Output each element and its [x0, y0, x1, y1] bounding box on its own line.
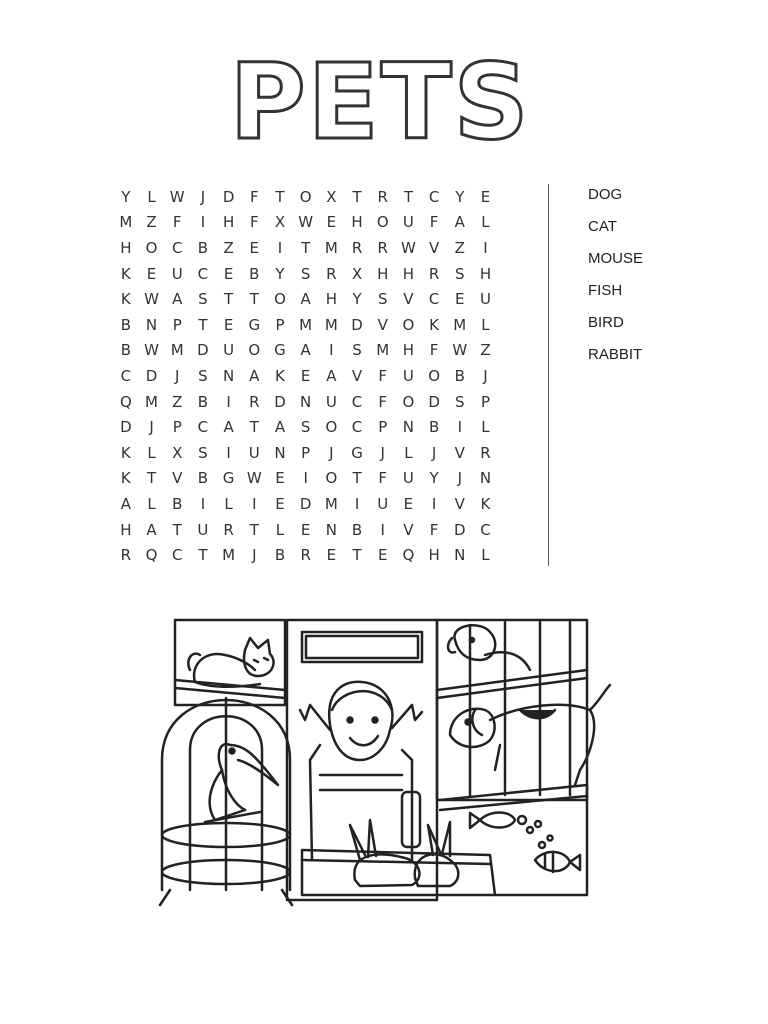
grid-letter: C [351, 418, 363, 437]
grid-letter: F [378, 392, 388, 411]
grid-letter: V [172, 469, 183, 488]
grid-letter: C [120, 366, 132, 385]
grid-letter: B [351, 520, 363, 539]
grid-letter: T [249, 290, 259, 309]
grid-letter: D [120, 418, 132, 437]
grid-letter: S [377, 290, 388, 309]
grid-letter: F [172, 213, 182, 232]
grid-letter: O [402, 392, 415, 411]
grid-letter: D [222, 187, 235, 206]
grid-letter: W [246, 469, 262, 488]
grid-letter: Z [454, 238, 465, 257]
grid-letter: F [378, 469, 388, 488]
grid-letter: F [429, 341, 439, 360]
grid-letter: T [403, 187, 413, 206]
grid-letter: V [351, 366, 363, 385]
grid-letter: Q [145, 546, 158, 565]
grid-letter: K [120, 443, 131, 462]
grid-letter: T [224, 290, 234, 309]
title-outline-art [0, 38, 768, 158]
grid-letter: A [120, 494, 131, 513]
grid-letter: R [120, 546, 132, 565]
grid-letter: C [197, 418, 209, 437]
title-text: PETS [229, 41, 531, 158]
grid-letter: R [300, 546, 311, 565]
grid-letter: H [222, 213, 235, 232]
grid-letter: T [352, 546, 362, 565]
toucan-drawing [205, 744, 278, 822]
grid-letter: P [480, 392, 490, 411]
grid-letter: K [120, 290, 131, 309]
grid-letter: J [252, 546, 257, 565]
grid-letter: S [455, 264, 465, 283]
grid-letter: I [277, 238, 283, 257]
grid-letter: Z [172, 392, 183, 411]
grid-letter: V [403, 520, 414, 539]
grid-letter: L [481, 315, 490, 334]
grid-letter: M [145, 392, 158, 411]
grid-letter: D [299, 494, 312, 513]
grid-letter: E [377, 546, 388, 565]
grid-letter: R [377, 187, 388, 206]
grid-letter: Z [223, 238, 234, 257]
grid-letter: E [223, 315, 234, 334]
grid-letter: R [249, 392, 260, 411]
grid-letter: L [404, 443, 413, 462]
grid-letter: L [481, 418, 490, 437]
grid-letter: B [197, 392, 209, 411]
grid-letter: M [119, 213, 133, 232]
grid-letter: M [324, 494, 338, 513]
grid-letter: E [480, 187, 491, 206]
grid-letter: T [352, 187, 362, 206]
grid-letter: S [198, 366, 208, 385]
grid-letter: H [428, 546, 440, 565]
grid-letter: E [275, 469, 285, 488]
grid-letter: V [377, 315, 388, 334]
grid-letter: L [275, 520, 285, 539]
grid-letter: I [457, 418, 462, 437]
grid-letter: H [402, 341, 415, 360]
grid-letter: M [170, 341, 184, 360]
grid-letter: N [454, 546, 466, 565]
word-list-item: FISH [588, 282, 623, 299]
boy-drawing [300, 682, 422, 860]
aquarium-drawing [440, 785, 587, 895]
grid-letter: E [275, 494, 285, 513]
grid-letter: B [249, 264, 260, 283]
grid-letter: T [352, 469, 362, 488]
grid-letter: L [481, 213, 490, 232]
word-list-item: RABBIT [588, 346, 643, 363]
grid-letter: J [200, 187, 206, 206]
grid-letter: E [223, 264, 234, 283]
grid-letter: W [400, 238, 416, 257]
grid-letter: U [479, 290, 491, 309]
grid-letter: K [429, 315, 440, 334]
grid-letter: O [274, 290, 286, 309]
word-search-grid [113, 184, 498, 568]
grid-letter: T [198, 315, 208, 334]
grid-letter: W [452, 341, 468, 360]
grid-letter: L [147, 494, 156, 513]
grid-letter: R [428, 264, 440, 283]
grid-letter: G [248, 315, 261, 334]
grid-letter: Z [480, 341, 491, 360]
grid-letter: D [145, 366, 158, 385]
grid-letter: R [377, 238, 388, 257]
grid-divider [548, 184, 549, 566]
grid-letter: I [252, 494, 257, 513]
grid-letter: N [222, 366, 235, 385]
grid-letter: P [378, 418, 388, 437]
grid-letter: U [197, 520, 209, 539]
grid-letter: X [274, 213, 286, 232]
grid-letter: T [249, 520, 259, 539]
grid-letter: C [480, 520, 491, 539]
grid-letter: A [300, 290, 311, 309]
grid-letter: D [197, 341, 209, 360]
grid-letter: M [222, 546, 236, 565]
grid-letter: P [172, 315, 182, 334]
grid-letter: S [300, 418, 311, 437]
grid-letter: I [483, 238, 488, 257]
grid-letter: O [428, 366, 440, 385]
grid-letter: H [479, 264, 492, 283]
grid-letter: E [455, 290, 465, 309]
grid-letter: E [300, 366, 311, 385]
grid-letter: O [299, 187, 312, 206]
grid-letter: C [351, 392, 363, 411]
cat-drawing [188, 638, 273, 687]
grid-letter: U [402, 469, 414, 488]
grid-letter: T [249, 418, 259, 437]
grid-letter: W [169, 187, 185, 206]
grid-letter: B [120, 341, 131, 360]
grid-letter: E [300, 520, 311, 539]
grid-letter: R [480, 443, 491, 462]
word-list [588, 180, 643, 372]
grid-letter: N [479, 469, 492, 488]
grid-letter: K [120, 264, 131, 283]
grid-letter: T [275, 187, 285, 206]
grid-letter: V [454, 494, 465, 513]
grid-letter: A [300, 341, 311, 360]
grid-letter: F [249, 213, 259, 232]
grid-letter: R [351, 238, 363, 257]
grid-letter: S [198, 443, 208, 462]
grid-letter: E [326, 546, 337, 565]
grid-letter: U [402, 366, 414, 385]
grid-letter: Q [402, 546, 415, 565]
grid-letter: S [198, 290, 208, 309]
grid-letter: E [403, 494, 414, 513]
grid-letter: V [428, 238, 440, 257]
grid-letter: H [402, 264, 415, 283]
grid-letter: I [431, 494, 437, 513]
grid-letter: Y [121, 187, 131, 206]
grid-letter: D [274, 392, 286, 411]
grid-letter: B [428, 418, 440, 437]
grid-letter: F [429, 213, 439, 232]
grid-letter: I [303, 469, 308, 488]
grid-letter: A [146, 520, 157, 539]
grid-letter: J [329, 443, 334, 462]
grid-letter: M [376, 341, 390, 360]
grid-letter: B [197, 469, 209, 488]
grid-letter: K [480, 494, 491, 513]
grid-letter: T [198, 546, 208, 565]
grid-letter: V [454, 443, 465, 462]
grid-letter: J [457, 469, 462, 488]
grid-letter: Y [429, 469, 439, 488]
grid-letter: U [402, 213, 414, 232]
grid-letter: O [145, 238, 158, 257]
grid-letter: B [197, 238, 209, 257]
grid-letter: Y [455, 187, 465, 206]
grid-letter: B [274, 546, 286, 565]
grid-letter: W [144, 341, 159, 360]
grid-letter: O [325, 418, 338, 437]
grid-letter: C [428, 187, 440, 206]
grid-letter: B [454, 366, 465, 385]
grid-letter: J [483, 366, 488, 385]
grid-letter: W [298, 213, 314, 232]
grid-letter: U [377, 494, 389, 513]
grid-letter: D [428, 392, 440, 411]
grid-letter: H [377, 264, 389, 283]
grid-letter: T [301, 238, 311, 257]
grid-letter: C [171, 546, 183, 565]
word-list-item: BIRD [588, 314, 624, 331]
grid-letter: H [120, 238, 132, 257]
pet-shop-illustration [150, 610, 620, 910]
grid-letter: G [222, 469, 235, 488]
word-list-item: DOG [588, 186, 623, 203]
grid-letter: J [175, 366, 180, 385]
grid-letter: F [378, 366, 388, 385]
grid-letter: U [223, 341, 235, 360]
grid-letter: S [455, 392, 465, 411]
grid-letter: J [431, 443, 437, 462]
cat-shelf [175, 620, 285, 705]
grid-letter: V [403, 290, 414, 309]
grid-letter: E [146, 264, 157, 283]
grid-letter: I [354, 494, 360, 513]
grid-letter: W [144, 290, 159, 309]
grid-letter: Z [146, 213, 157, 232]
grid-letter: M [324, 315, 338, 334]
grid-letter: N [325, 520, 337, 539]
grid-letter: E [326, 213, 337, 232]
grid-letter: A [172, 290, 183, 309]
grid-letter: P [172, 418, 182, 437]
grid-letter: N [402, 418, 415, 437]
grid-letter: R [223, 520, 234, 539]
grid-letter: N [145, 315, 158, 334]
grid-letter: S [352, 341, 362, 360]
grid-letter: O [325, 469, 338, 488]
grid-letter: X [351, 264, 363, 283]
bird-cage-drawing [160, 698, 292, 905]
grid-letter: Q [119, 392, 132, 411]
grid-letter: Y [352, 290, 362, 309]
grid-letter: D [351, 315, 363, 334]
grid-letter: C [171, 238, 183, 257]
word-list-item: CAT [588, 218, 617, 235]
grid-letter: N [300, 392, 312, 411]
grid-letter: I [329, 341, 334, 360]
grid-letter: F [249, 187, 259, 206]
grid-letter: X [326, 187, 337, 206]
grid-letter: D [454, 520, 466, 539]
grid-letter: U [248, 443, 260, 462]
dog-cage [437, 620, 587, 800]
grid-letter: J [149, 418, 154, 437]
grid-letter: R [326, 264, 337, 283]
grid-letter: L [224, 494, 233, 513]
grid-letter: G [351, 443, 363, 462]
grid-letter: U [325, 392, 337, 411]
grid-letter: I [380, 520, 385, 539]
grid-letter: M [299, 315, 313, 334]
grid-letter: L [147, 187, 156, 206]
grid-letter: A [223, 418, 234, 437]
grid-letter: H [120, 520, 132, 539]
grid-letter: H [351, 213, 363, 232]
grid-letter: A [274, 418, 286, 437]
grid-letter: S [300, 264, 311, 283]
grid-letter: A [249, 366, 260, 385]
grid-letter: I [200, 494, 206, 513]
page-title [0, 38, 768, 158]
grid-letter: M [324, 238, 338, 257]
grid-letter: O [376, 213, 389, 232]
grid-letter: T [172, 520, 182, 539]
grid-letter: I [226, 443, 231, 462]
grid-letter: I [200, 213, 206, 232]
grid-letter: C [197, 264, 209, 283]
grid-letter: C [428, 290, 440, 309]
grid-letter: A [454, 213, 465, 232]
grid-letter: Y [275, 264, 285, 283]
grid-letter: T [146, 469, 157, 488]
grid-letter: N [274, 443, 286, 462]
grid-letter: F [429, 520, 439, 539]
grid-letter: U [171, 264, 183, 283]
grid-letter: B [120, 315, 131, 334]
grid-letter: A [326, 366, 337, 385]
grid-letter: K [120, 469, 131, 488]
grid-letter: X [172, 443, 183, 462]
grid-letter: L [147, 443, 156, 462]
grid-letter: L [481, 546, 490, 565]
grid-letter: H [325, 290, 337, 309]
grid-letter: O [402, 315, 415, 334]
grid-letter: B [172, 494, 183, 513]
grid-letter: P [301, 443, 311, 462]
puppy-drawing [448, 625, 530, 670]
grid-letter: I [226, 392, 231, 411]
word-list-item: MOUSE [588, 250, 644, 267]
grid-letter: J [380, 443, 385, 462]
grid-letter: G [274, 341, 286, 360]
grid-letter: K [275, 366, 285, 385]
grid-letter: M [453, 315, 467, 334]
grid-letter: E [249, 238, 260, 257]
grid-letter: O [248, 341, 261, 360]
grid-letter: P [275, 315, 285, 334]
